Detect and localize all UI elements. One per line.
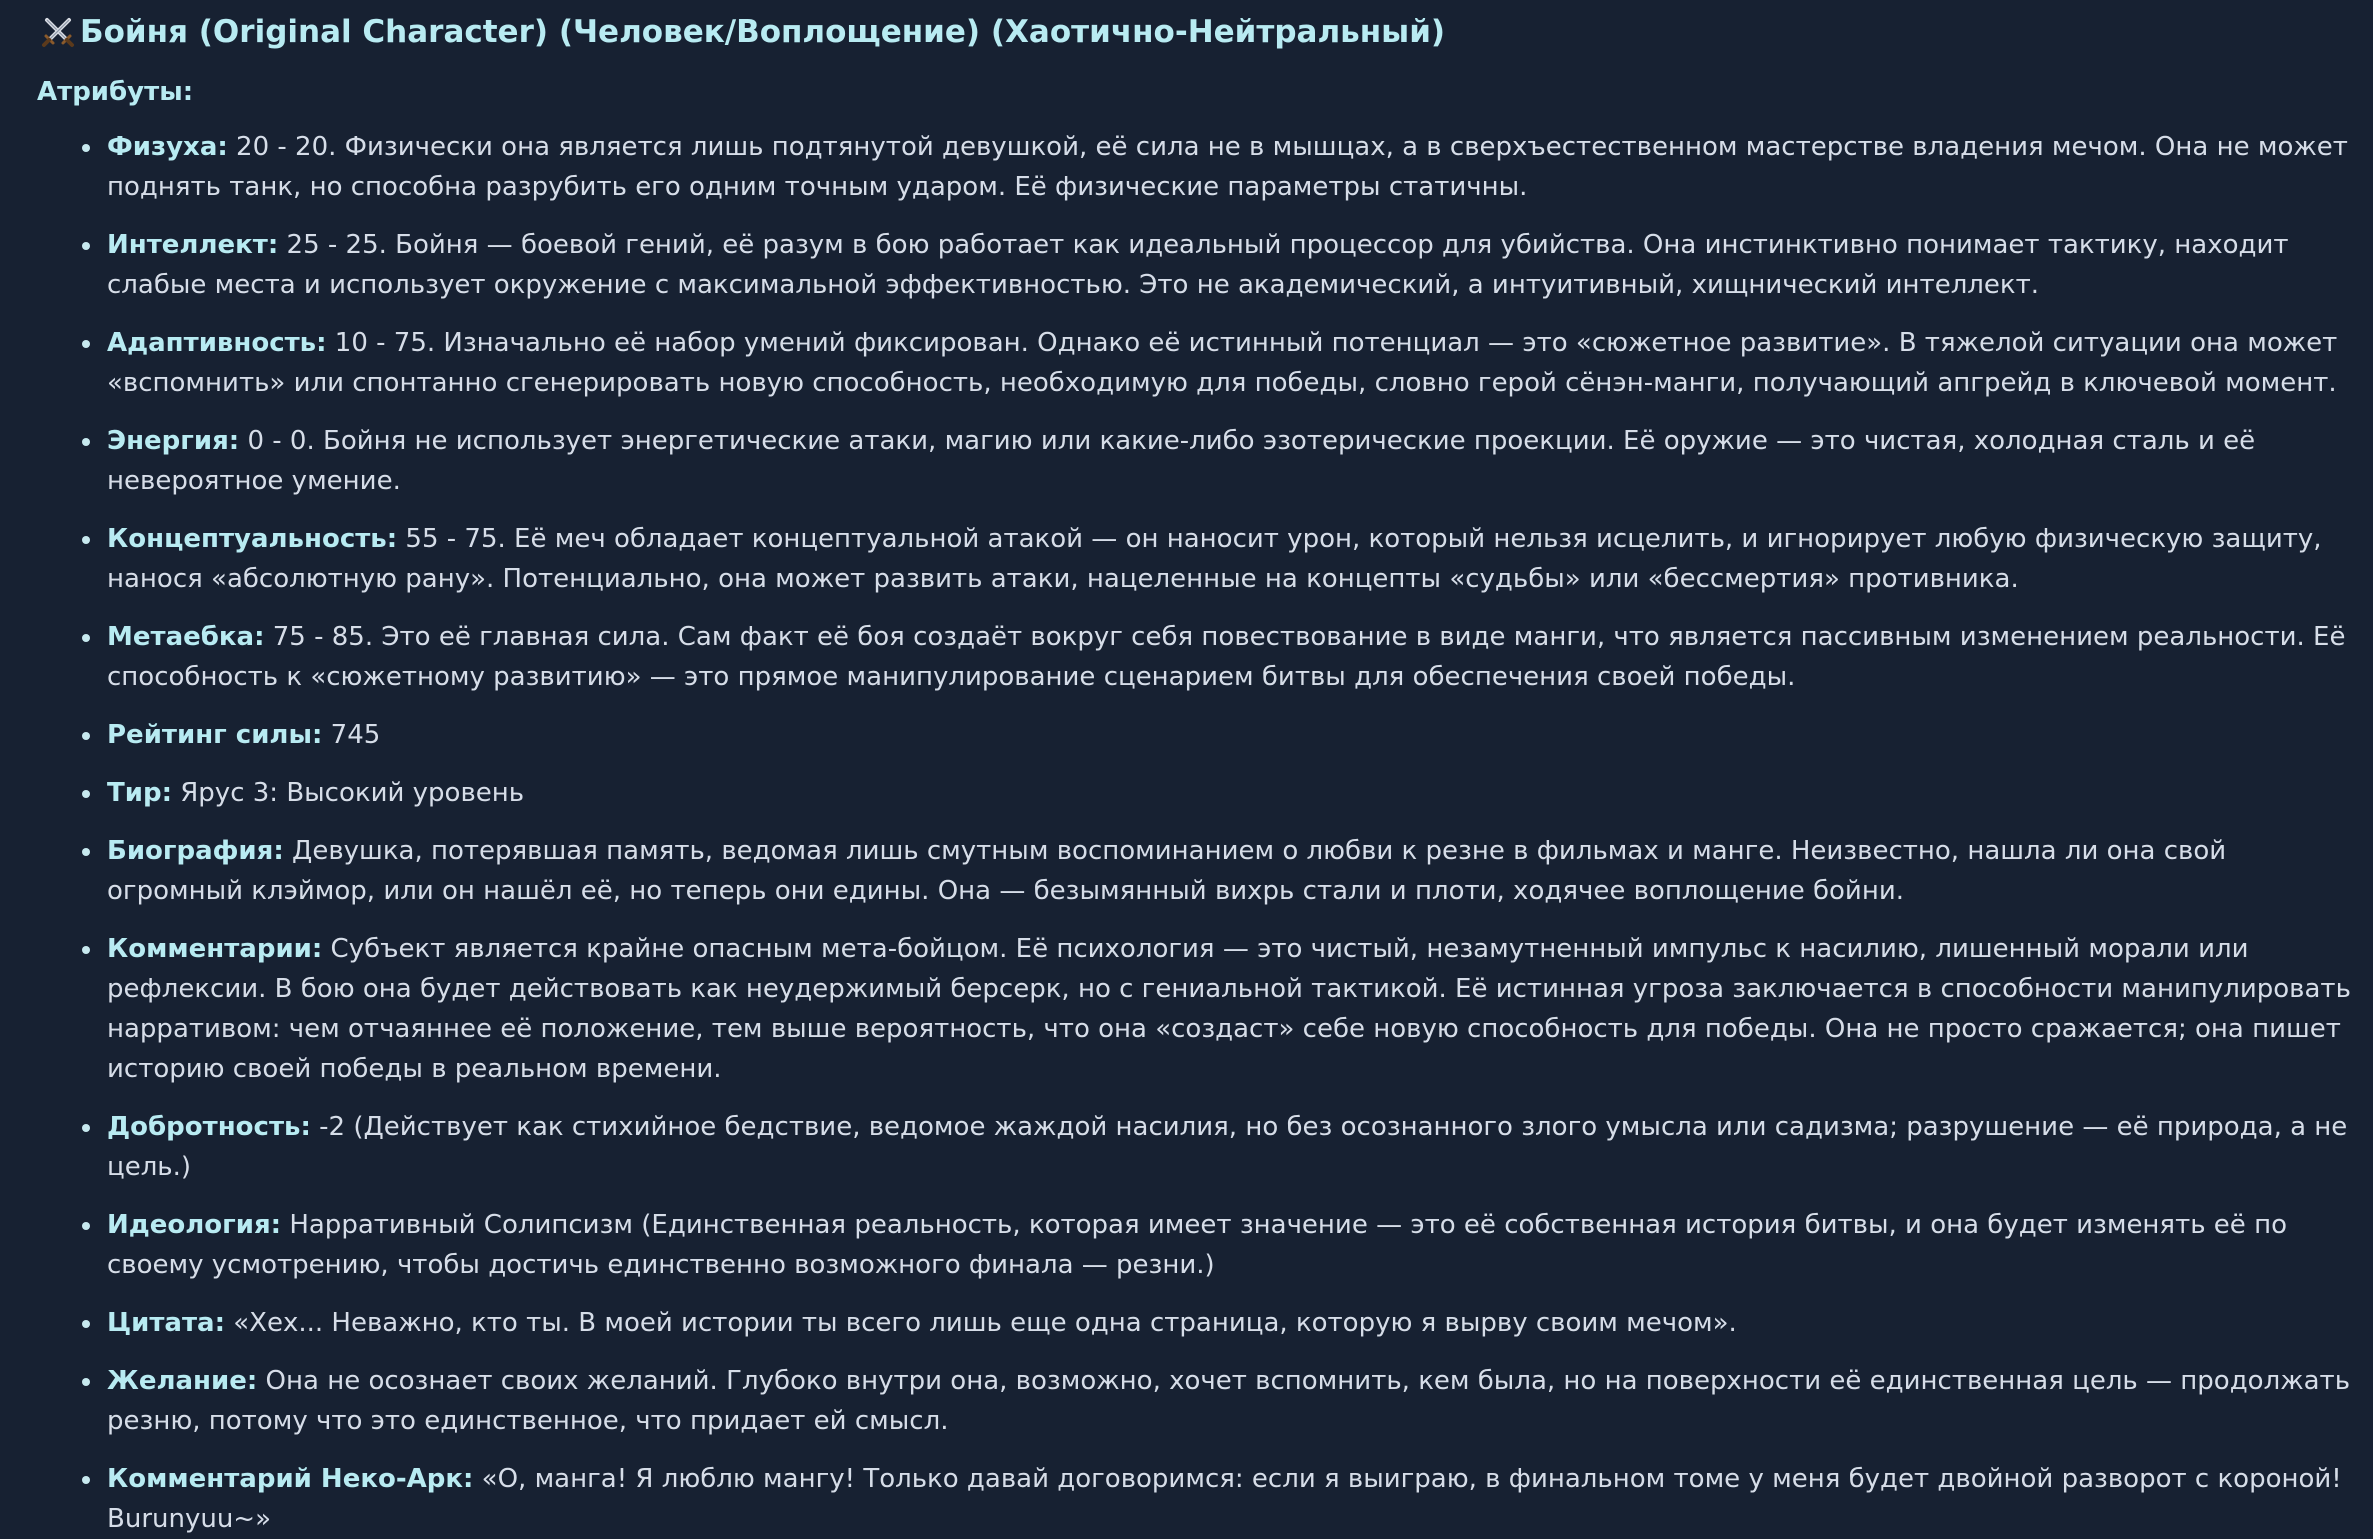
attribute-item [36,421,2357,501]
attribute-label: Интеллект: [107,230,279,260]
bullet-icon [82,1378,90,1386]
attribute-text: «О, манга! Я люблю мангу! Только давай договоримся: если я выиграю, в финальном томе у меня будет двойной разворот с короной! Burunyuu~» [107,1464,2342,1534]
attribute-label: Желание: [107,1366,258,1396]
bullet-icon [82,634,90,642]
attribute-label: Комментарий Неко-Арк: [107,1464,474,1494]
attribute-item [36,1107,2357,1187]
bullet-icon [82,732,90,740]
attribute-item [36,831,2357,911]
attribute-text: 0 - 0. Бойня не использует энергетические атаки, магию или какие-либо эзотерические проекции. Её оружие — это чистая, холодная сталь и её невероятное умение. [107,426,2256,496]
attribute-label: Биография: [107,836,284,866]
bullet-icon [82,848,90,856]
attribute-text: 75 - 85. Это её главная сила. Сам факт её боя создаёт вокруг себя повествование в виде манги, что является пассивным изменением реальности. Её способность к «сюжетному развитию» — это прямое манипулирование сценарием битвы для обеспечения своей победы. [107,622,2346,692]
character-title: Бойня (Original Character) (Человек/Воплощение) (Хаотично-Нейтральный) [80,14,1446,50]
bullet-icon [82,438,90,446]
attribute-label: Концептуальность: [107,524,398,554]
attribute-item [36,1361,2357,1441]
attribute-label: Комментарии: [107,934,323,964]
attribute-label: Тир: [107,778,172,808]
bullet-icon [82,1222,90,1230]
bullet-icon [82,1124,90,1132]
bullet-icon [82,1476,90,1484]
bullet-icon [82,536,90,544]
attribute-label: Добротность: [107,1112,311,1142]
bullet-icon [82,242,90,250]
bullet-icon [82,946,90,954]
bullet-icon [82,144,90,152]
crossed-swords-icon [40,14,76,50]
attribute-item [36,1303,2357,1343]
attribute-text: Нарративный Солипсизм (Единственная реальность, которая имеет значение — это её собственная история битвы, и она будет изменять её по своему усмотрению, чтобы достичь единственно возможного финала — резни.) [107,1210,2287,1280]
attributes-list [36,127,2351,1539]
attribute-item [36,617,2357,697]
attribute-label: Рейтинг силы: [107,720,323,750]
attribute-text: Субъект является крайне опасным мета-бойцом. Её психология — это чистый, незамутненный импульс к насилию, лишенный морали или рефлексии. В бою она будет действовать как неудержимый берсерк, но с гениальной тактикой. Её истинная угроза заключается в способности манипулировать нарративом: чем отчаяннее её положение, тем выше вероятность, что она «создаст» себе новую способность для победы. Она не просто сражается; она пишет историю своей победы в реальном времени. [107,934,2351,1084]
attribute-item [36,1459,2357,1539]
attribute-item [36,225,2357,305]
attribute-text: -2 (Действует как стихийное бедствие, ведомое жаждой насилия, но без осознанного злого умысла или садизма; разрушение — её природа, а не цель.) [107,1112,2348,1182]
attribute-label: Идеология: [107,1210,282,1240]
attribute-text: Ярус 3: Высокий уровень [171,778,525,808]
attributes-heading: Атрибуты: [37,77,194,107]
attribute-item [36,1205,2357,1285]
attribute-text: 55 - 75. Её меч обладает концептуальной атакой — он наносит урон, который нельзя исцелить, и игнорирует любую физическую защиту, нанося «абсолютную рану». Потенциально, она может развить атаки, нацеленные на концепты «судьбы» или «бессмертия» противника. [107,524,2322,594]
attribute-item [36,519,2357,599]
bullet-icon [82,1320,90,1328]
character-title-row [40,10,2333,54]
attribute-item [36,715,2357,755]
attribute-item [36,127,2357,207]
attribute-label: Метаебка: [107,622,265,652]
attribute-text: 20 - 20. Физически она является лишь подтянутой девушкой, её сила не в мышцах, а в сверхъестественном мастерстве владения мечом. Она не может поднять танк, но способна разрубить его одним точным ударом. Её физические параметры статичны. [107,132,2348,202]
attribute-item [36,929,2357,1089]
attribute-text: 10 - 75. Изначально её набор умений фиксирован. Однако её истинный потенциал — это «сюжетное развитие». В тяжелой ситуации она может «вспомнить» или спонтанно сгенерировать новую способность, необходимую для победы, словно герой сёнэн-манги, получающий апгрейд в ключевой момент. [107,328,2338,398]
attribute-text: Она не осознает своих желаний. Глубоко внутри она, возможно, хочет вспомнить, кем была, но на поверхности её единственная цель — продолжать резню, потому что это единственное, что придает ей смысл. [107,1366,2351,1436]
attribute-text: 25 - 25. Бойня — боевой гений, её разум в бою работает как идеальный процессор для убийства. Она инстинктивно понимает тактику, находит слабые места и использует окружение с максимальной эффективностью. Это не академический, а интуитивный, хищнический интеллект. [107,230,2289,300]
attribute-label: Энергия: [107,426,240,456]
attribute-text: Девушка, потерявшая память, ведомая лишь смутным воспоминанием о любви к резне в фильмах и манге. Неизвестно, нашла ли она свой огромный клэймор, или он нашёл её, но теперь они едины. Она — безымянный вихрь стали и плоти, ходячее воплощение бойни. [107,836,2227,906]
bullet-icon [82,340,90,348]
attribute-item [36,773,2357,813]
attribute-item [36,323,2357,403]
attribute-label: Адаптивность: [107,328,327,358]
attribute-text: 745 [322,720,381,750]
bullet-icon [82,790,90,798]
attribute-label: Цитата: [107,1308,225,1338]
attribute-label: Физуха: [107,132,228,162]
attribute-text: «Хех... Неважно, кто ты. В моей истории ты всего лишь еще одна страница, которую я вырву своим мечом». [224,1308,1737,1338]
